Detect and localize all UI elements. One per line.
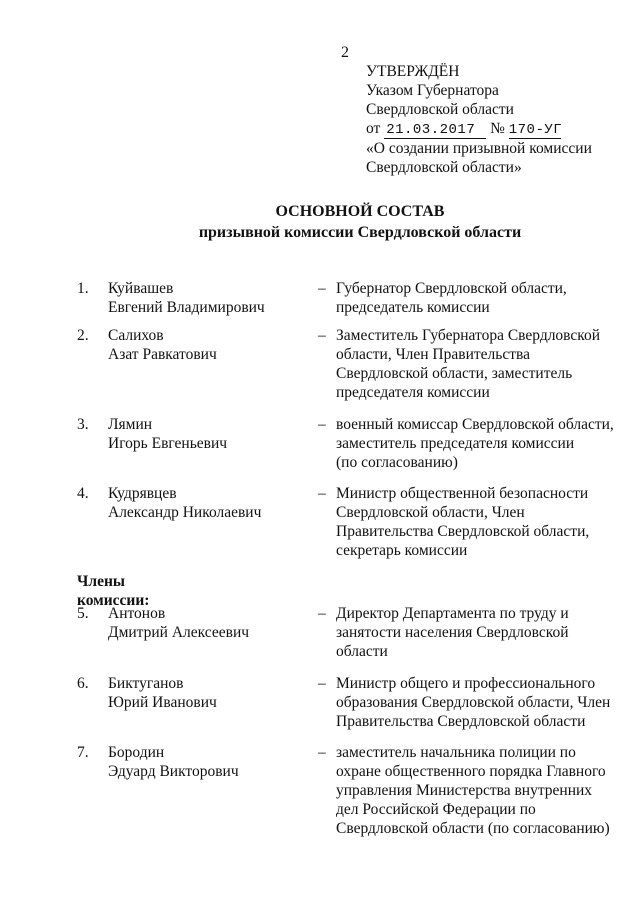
role-line: председателя комиссии xyxy=(336,384,490,401)
role-line: Свердловской области, Член xyxy=(336,504,525,521)
page-number: 2 xyxy=(341,44,349,61)
role-line: управления Министерства внутренних xyxy=(336,782,593,799)
item-number: 4. xyxy=(77,485,89,502)
item-number: 2. xyxy=(77,327,89,344)
role-line: заместитель начальника полиции по xyxy=(336,744,576,761)
dash-separator: – xyxy=(318,675,326,692)
role-line: председатель комиссии xyxy=(336,299,490,316)
role-line: дел Российской Федерации по xyxy=(336,801,536,818)
role-line: Свердловской области, заместитель xyxy=(336,365,573,382)
approval-title: УТВЕРЖДЁН xyxy=(366,63,460,80)
role-line: занятости населения Свердловской xyxy=(336,624,569,641)
member-surname: Кудрявцев xyxy=(108,485,177,502)
member-surname: Салихов xyxy=(108,327,164,344)
member-role xyxy=(336,743,626,838)
approval-date: 21.03.2017 xyxy=(384,122,486,139)
role-line: Министр общего и профессионального xyxy=(336,675,596,692)
member-given-names: Александр Николаевич xyxy=(108,504,262,521)
section-title-members: Члены комиссии: xyxy=(77,573,150,609)
member-role xyxy=(336,326,626,402)
approval-decree-title-2: Свердловской области» xyxy=(366,159,522,176)
dash-separator: – xyxy=(318,744,326,761)
approval-from-label: от xyxy=(366,120,381,137)
dash-separator: – xyxy=(318,416,326,433)
role-line: Правительства Свердловской области, xyxy=(336,523,590,540)
approval-number: 170-УГ xyxy=(508,122,563,138)
role-line: охране общественного порядка Главного xyxy=(336,763,606,780)
role-line: Министр общественной безопасности xyxy=(336,485,589,502)
approval-line-region: Свердловской области xyxy=(366,101,514,118)
member-role xyxy=(336,674,626,731)
item-number: 5. xyxy=(77,605,89,622)
member-given-names: Евгений Владимирович xyxy=(108,299,265,316)
heading-subtitle: призывной комиссии Свердловской области xyxy=(198,224,522,241)
member-surname: Лямин xyxy=(108,416,153,433)
approval-date-line xyxy=(366,119,636,139)
role-line: Свердловской области (по согласованию) xyxy=(336,820,610,837)
member-given-names: Эдуард Викторович xyxy=(108,763,239,780)
member-role xyxy=(336,279,626,317)
item-number: 3. xyxy=(77,416,89,433)
role-line: (по согласованию) xyxy=(336,454,458,471)
member-role xyxy=(336,604,626,661)
member-surname: Антонов xyxy=(108,605,166,622)
approval-line-decree: Указом Губернатора xyxy=(366,82,499,99)
member-name xyxy=(108,326,308,364)
member-role xyxy=(336,415,626,472)
item-number: 1. xyxy=(77,280,89,297)
role-line: заместитель председателя комиссии xyxy=(336,435,575,452)
member-surname: Бородин xyxy=(108,744,165,761)
item-number: 7. xyxy=(77,744,89,761)
role-line: области, Член Правительства xyxy=(336,346,530,363)
role-line: области xyxy=(336,643,388,660)
member-name xyxy=(108,604,308,642)
role-line: Губернатор Свердловской области, xyxy=(336,280,567,297)
role-line: образования Свердловской области, Член xyxy=(336,694,611,711)
approval-number-label: № xyxy=(490,120,505,137)
dash-separator: – xyxy=(318,327,326,344)
member-name xyxy=(108,674,308,712)
role-line: Правительства Свердловской области xyxy=(336,713,586,730)
dash-separator: – xyxy=(318,605,326,622)
dash-separator: – xyxy=(318,280,326,297)
document-heading xyxy=(0,201,640,243)
member-name xyxy=(108,415,308,453)
role-line: Заместитель Губернатора Свердловской xyxy=(336,327,601,344)
heading-title: ОСНОВНОЙ СОСТАВ xyxy=(275,203,445,220)
item-number: 6. xyxy=(77,675,89,692)
member-surname: Куйвашев xyxy=(108,280,174,297)
member-given-names: Дмитрий Алексеевич xyxy=(108,624,250,641)
member-name xyxy=(108,743,308,781)
member-surname: Биктуганов xyxy=(108,675,184,692)
approval-decree-title-1: «О создании призывной комиссии xyxy=(366,140,592,157)
member-name xyxy=(108,279,308,317)
member-given-names: Юрий Иванович xyxy=(108,694,217,711)
member-given-names: Азат Равкатович xyxy=(108,346,217,363)
role-line: военный комиссар Свердловской области, xyxy=(336,416,614,433)
role-line: секретарь комиссии xyxy=(336,542,468,559)
approval-stamp xyxy=(366,62,636,177)
role-line: Директор Департамента по труду и xyxy=(336,605,569,622)
member-name xyxy=(108,484,308,522)
member-role xyxy=(336,484,626,560)
member-given-names: Игорь Евгеньевич xyxy=(108,435,228,452)
dash-separator: – xyxy=(318,485,326,502)
